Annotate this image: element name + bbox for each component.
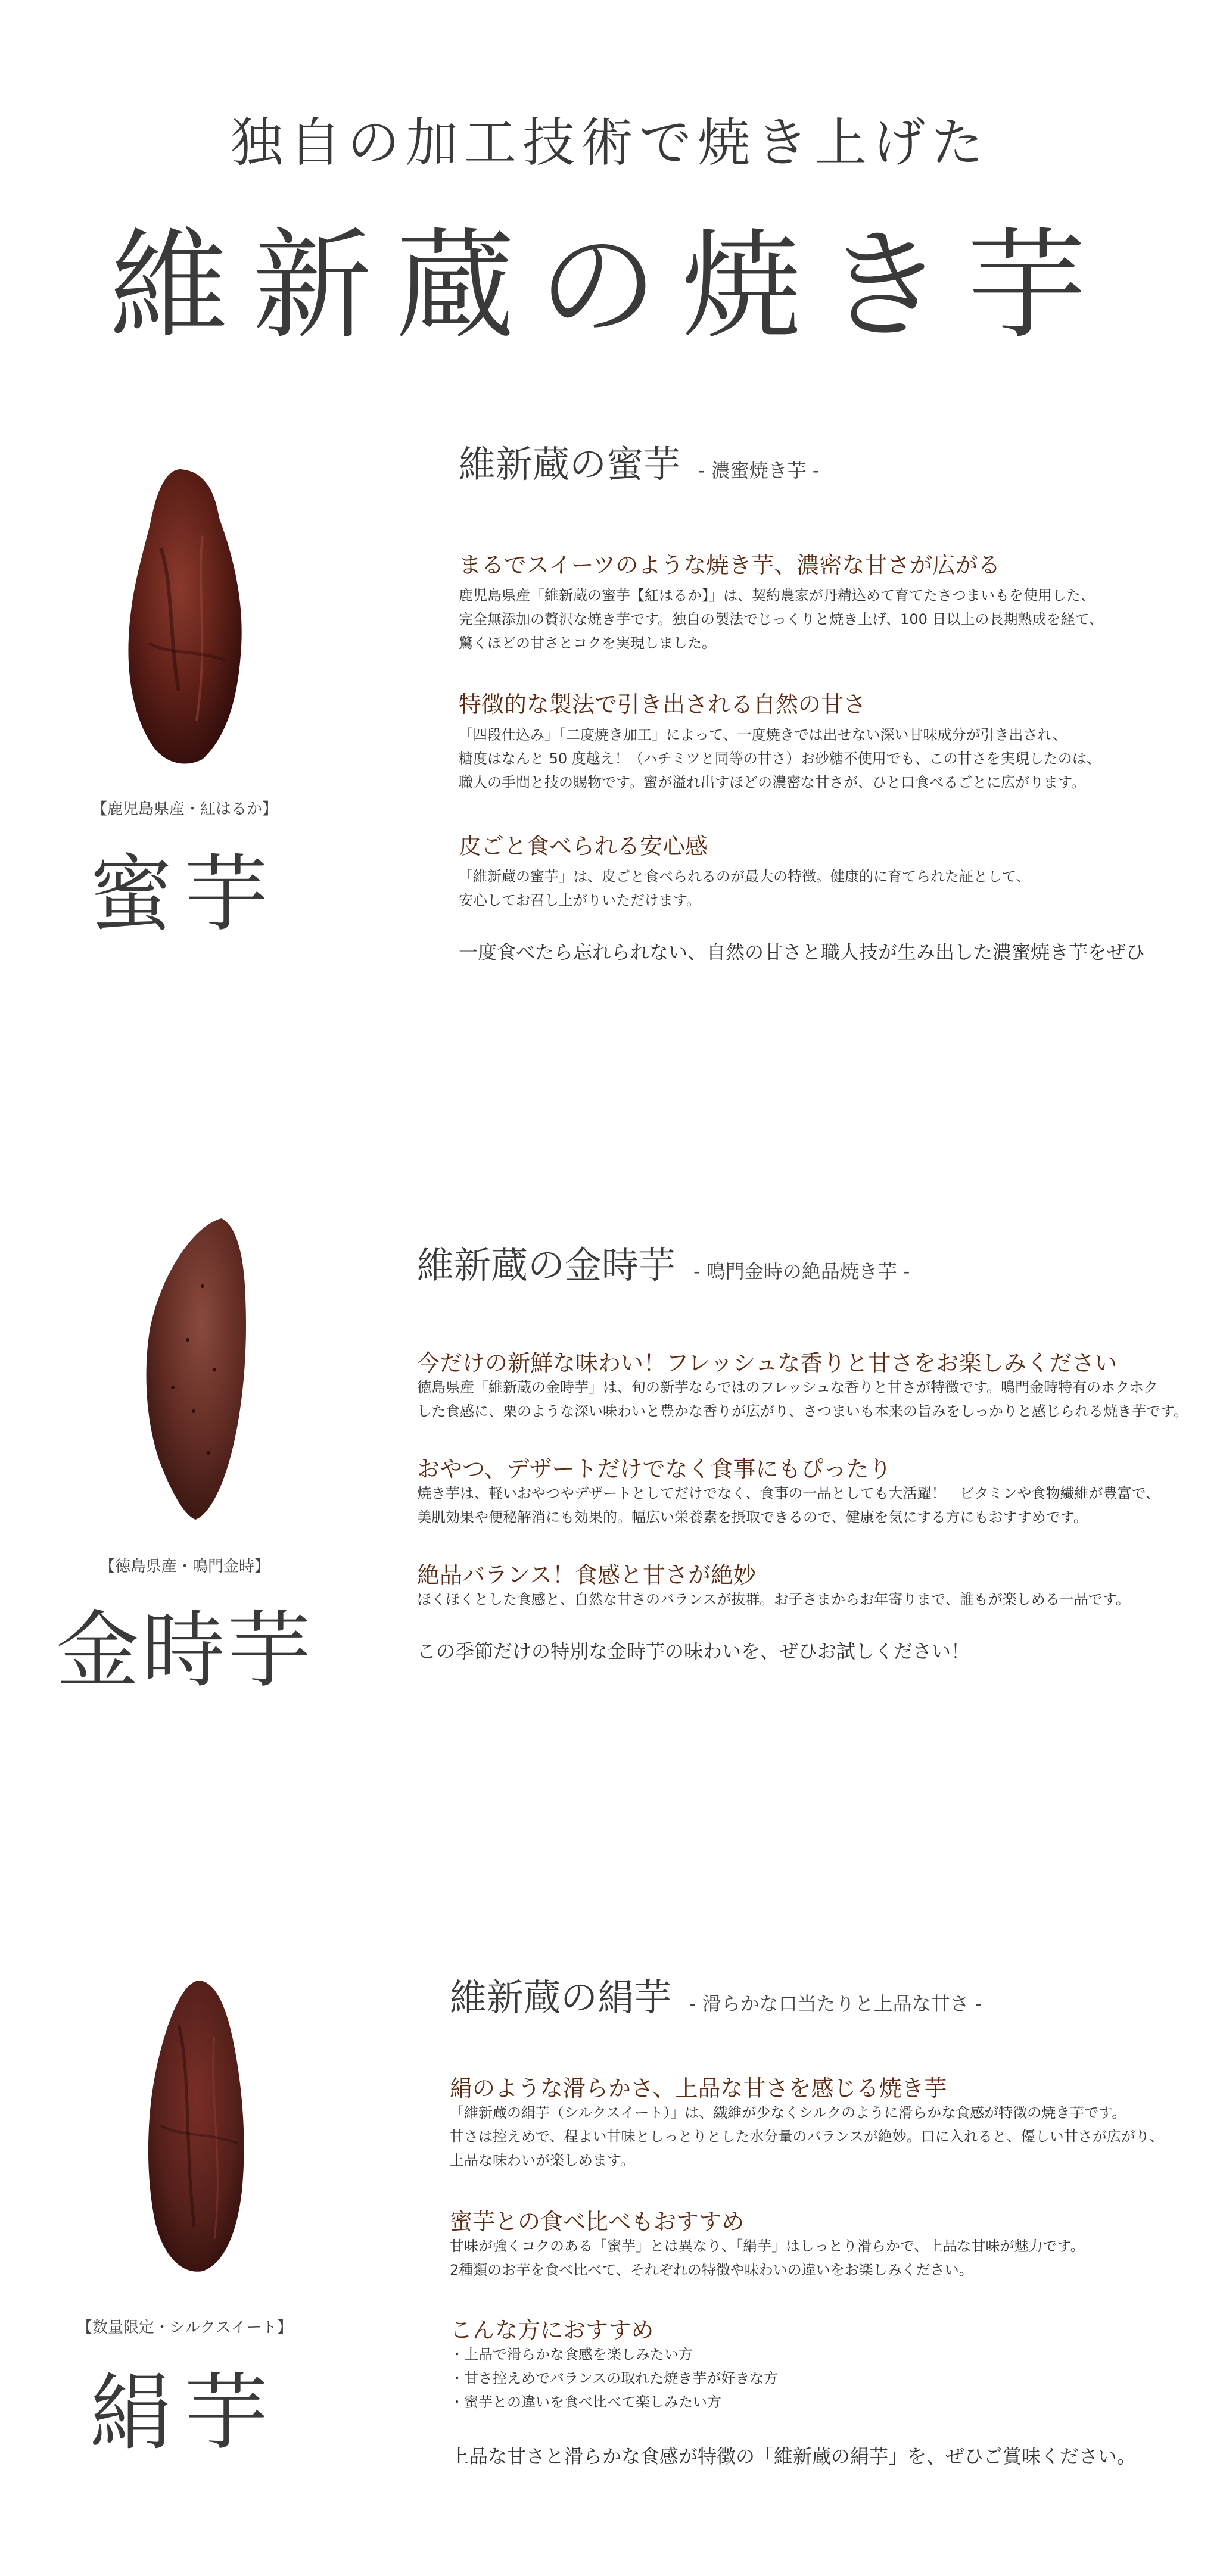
mitsu-imo-closing: 一度食べたら忘れられない、自然の甘さと職人技が生み出した濃蜜焼き芋をぜひ (459, 941, 1146, 963)
kintoki-imo-tag: - 鳴門金時の絶品焼き芋 - (693, 1260, 910, 1283)
kinu-imo-title-row (450, 1968, 982, 2021)
kinu-imo-text-3-1: ・上品で滑らかな食感を楽しみたい方 (450, 2346, 693, 2363)
kinu-imo-heading-1: 絹のような滑らかさ、上品な甘さを感じる焼き芋 (450, 2075, 947, 2101)
kinu-imo-text-2-1: 甘味が強くコクのある「蜜芋」とは異なり、「絹芋」はしっとり滑らかで、上品な甘味が魅力です。 (450, 2238, 1085, 2254)
mitsu-imo-origin: 【鹿児島県産・紅はるか】 (91, 800, 278, 818)
kintoki-imo-text-2-1: 焼き芋は、軽いおやつやデザートとしてだけでなく、食事の一品としても大活躍！ ビタミンや食物繊維が豊富で、 (417, 1485, 1160, 1502)
mitsu-imo-heading-1: まるでスイーツのような焼き芋、濃密な甘さが広がる (459, 552, 1001, 578)
mitsu-imo-heading-3: 皮ごと食べられる安心感 (459, 833, 708, 859)
kintoki-imo-text-1-2: した食感に、栗のような深い味わいと豊かな香りが広がり、さつまいも本来の旨みをしっかりと感じられる焼き芋です。 (417, 1403, 1188, 1420)
kinu-imo-text-1-3: 上品な味わいが楽しめます。 (450, 2152, 635, 2169)
kintoki-imo-image (137, 1215, 256, 1524)
mitsu-imo-text-3-1: 「維新蔵の蜜芋」は、皮ごと食べられるのが最大の特徴。健康的に育てられた証として、 (459, 868, 1031, 885)
mitsu-imo-text-2-2: 糖度はなんと 50 度越え！（ハチミツと同等の甘さ）お砂糖不使用でも、この甘さを実現したのは、 (459, 750, 1101, 767)
kinu-imo-text-3-2: ・甘さ控えめでバランスの取れた焼き芋が好きな方 (450, 2370, 779, 2387)
mitsu-imo-heading-2: 特徴的な製法で引き出される自然の甘さ (459, 691, 867, 718)
mitsu-imo-title: 維新蔵の蜜芋 (459, 442, 681, 486)
mitsu-imo-image (113, 464, 256, 768)
kinu-imo-text-1-1: 「維新蔵の絹芋（シルクスイート）」は、繊維が少なくシルクのように滑らかな食感が特徴の焼き芋です。 (450, 2104, 1126, 2121)
kintoki-imo-heading-2: おやつ、デザートだけでなく食事にもぴったり (417, 1456, 892, 1482)
mitsu-imo-text-2-1: 「四段仕込み」「二度焼き加工」によって、一度焼きでは出せない深い甘味成分が引き出され、 (459, 726, 1067, 743)
kinu-imo-image (137, 1977, 256, 2275)
hero-subtitle: 独自の加工技術で焼き上げた (230, 112, 989, 173)
kintoki-imo-heading-1: 今だけの新鮮な味わい！フレッシュな香りと甘さをお楽しみください (417, 1350, 1118, 1376)
mitsu-imo-text-1-3: 驚くほどの甘さとコクを実現しました。 (459, 635, 716, 651)
kintoki-imo-title: 維新蔵の金時芋 (417, 1243, 676, 1287)
kinu-imo-text-2-2: 2種類のお芋を食べ比べて、それぞれの特徴や味わいの違いをお楽しみください。 (450, 2262, 973, 2278)
kinu-imo-origin: 【数量限定・シルクスイート】 (76, 2319, 293, 2337)
kintoki-imo-closing: この季節だけの特別な金時芋の味わいを、ぜひお試しください！ (417, 1640, 970, 1663)
mitsu-imo-text-1-2: 完全無添加の贅沢な焼き芋です。独自の製法でじっくりと焼き上げ、100 日以上の長期熟成を経て、 (459, 611, 1104, 628)
mitsu-imo-text-3-2: 安心してお召し上がりいただけます。 (459, 892, 701, 909)
kinu-imo-closing: 上品な甘さと滑らかな食感が特徴の「維新蔵の絹芋」を、ぜひご賞味ください。 (450, 2445, 1137, 2468)
mitsu-imo-text-2-3: 職人の手間と技の賜物です。蜜が溢れ出すほどの濃密な甘さが、ひと口食べるごとに広がります。 (459, 774, 1086, 791)
mitsu-imo-text-1-1: 鹿児島県産「維新蔵の蜜芋【紅はるか】」は、契約農家が丹精込めて育てたさつまいもを使用した、 (459, 587, 1095, 604)
kintoki-imo-origin: 【徳島県産・鳴門金時】 (99, 1558, 270, 1576)
kinu-imo-name: 絹芋 (89, 2365, 280, 2462)
kinu-imo-title: 維新蔵の絹芋 (450, 1976, 672, 2019)
kinu-imo-heading-2: 蜜芋との食べ比べもおすすめ (450, 2209, 745, 2235)
kintoki-imo-name: 金時芋 (55, 1602, 313, 1699)
kintoki-imo-text-2-2: 美肌効果や便秘解消にも効果的。幅広い栄養素を摂取できるので、健康を気にする方にもおすすめです。 (417, 1509, 1088, 1526)
kintoki-imo-text-3-1: ほくほくとした食感と、自然な甘さのバランスが抜群。お子さまからお年寄りまで、誰もが楽しめる一品です。 (417, 1591, 1130, 1608)
mitsu-imo-title-row (459, 435, 819, 488)
kinu-imo-text-3-3: ・蜜芋との違いを食べ比べて楽しみたい方 (450, 2394, 721, 2410)
kintoki-imo-text-1-1: 徳島県産「維新蔵の金時芋」は、旬の新芋ならではのフレッシュな香りと甘さが特徴です。鳴門金時特有のホクホク (417, 1379, 1159, 1396)
mitsu-imo-name: 蜜芋 (89, 846, 280, 943)
kinu-imo-text-1-2: 甘さは控えめで、程よい甘味としっとりとした水分量のバランスが絶妙。口に入れると、優しい甘さが広がり、 (450, 2128, 1164, 2145)
hero-title: 維新蔵の焼き芋 (109, 217, 1110, 355)
mitsu-imo-tag: - 濃蜜焼き芋 - (698, 459, 820, 482)
kinu-imo-heading-3: こんな方におすすめ (450, 2317, 654, 2343)
kinu-imo-tag: - 滑らかな口当たりと上品な甘さ - (689, 1992, 982, 2015)
kintoki-imo-heading-3: 絶品バランス！食感と甘さが絶妙 (417, 1562, 756, 1588)
kintoki-imo-title-row (417, 1236, 910, 1289)
